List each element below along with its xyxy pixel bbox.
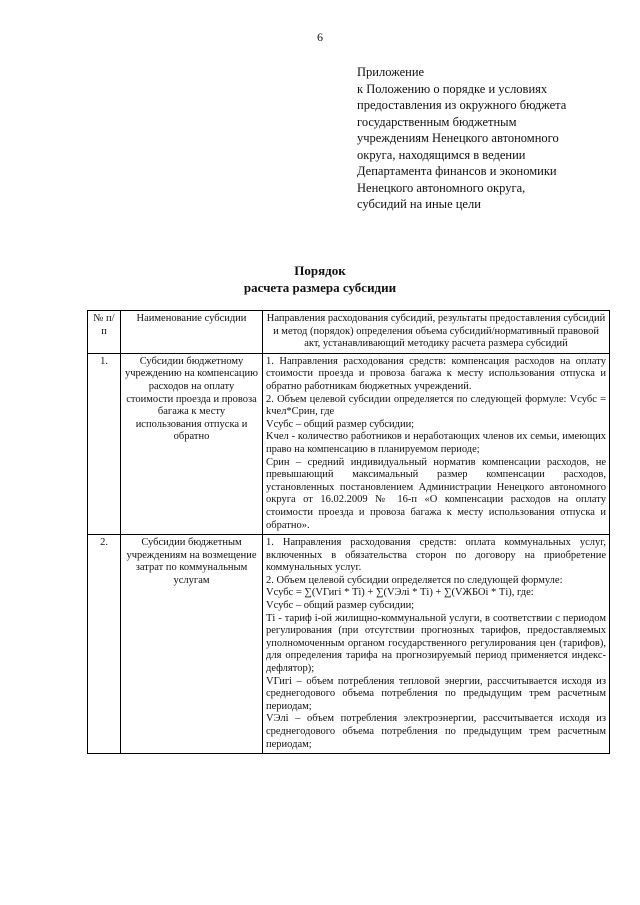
description-paragraph: Тi - тариф i-ой жилищно-коммунальной услуги, в соответствии с периодом регулирования (при отсутствии прогнозных тарифов, предоставляемых уполномоченным органом государственного регулирования цен (тарифов), для определения тарифа на прогнозируемый период применяется индекс-дефлятор);	[266, 612, 606, 675]
description-paragraph: VЭлi – объем потребления электроэнергии, рассчитывается исходя из среднегодового объема потребления по предыдущим трем расчетным периодам;	[266, 713, 606, 750]
header-subsidy-name: Наименование субсидии	[121, 311, 263, 354]
header-directions: Направления расходования субсидий, результаты предоставления субсидий и метод (порядок) определения объема субсидий/нормативный правовой акт, устанавливающий методику расчета размера субсидий	[263, 311, 610, 354]
appendix-line: предоставления из окружного бюджета	[357, 98, 567, 112]
description-paragraph: 1. Направления расходования средств: компенсация расходов на оплату стоимости проезда и провоза багажа к месту использования отпуска и обратно работникам бюджетных учреждений.	[266, 355, 606, 392]
row-number: 2.	[88, 535, 121, 754]
formula-line: Vсубс = ∑(VГигi * Тi) + ∑(VЭлi * Тi) + ∑(VЖБОi * Тi), где:	[266, 587, 534, 599]
table-row	[88, 535, 610, 754]
description-paragraph: VГигi – объем потребления тепловой энергии, рассчитывается исходя из среднегодового объема потребления по предыдущим трем расчетным периодам;	[266, 675, 606, 712]
appendix-line: Ненецкого автономного округа,	[357, 180, 526, 195]
subsidy-name: Субсидии бюджетному учреждению на компенсацию расходов на оплату стоимости проезда и провоза багажа к месту использования отпуска и обратно	[121, 353, 263, 534]
header-number: № п/п	[88, 311, 121, 354]
description-paragraph: 2. Объем целевой субсидии определяется по следующей формуле: Vсубс = kчел*Срин, где	[266, 393, 606, 418]
description-paragraph: Срин – средний индивидуальный норматив компенсации расходов, не превышающий максимальный размер компенсации расходов, установленных постановлением Администрации Ненецкого автономного округа от 16.02.2009 № 16-п «О компенсации расходов на оплату стоимости проезда и провоза багажа к месту использования отпуска и обратно».	[266, 456, 606, 531]
document-title	[0, 262, 640, 296]
appendix-line: учреждениям Ненецкого автономного	[357, 131, 559, 145]
appendix-line: округа, находящимся в ведении	[357, 147, 526, 162]
subsidy-calculation-table	[87, 310, 610, 754]
description-paragraph: 1. Направления расходования средств: оплата коммунальных услуг, включенных в обязательства сторон по договору на приобретение коммунальных услуг.	[266, 537, 606, 574]
description-paragraph: Kчел - количество работников и неработающих членов их семьи, имеющих право на компенсацию в планируемом периоде;	[266, 431, 606, 455]
row-number: 1.	[88, 353, 121, 534]
subsidy-description	[263, 353, 610, 534]
title-line-2: расчета размера субсидии	[243, 280, 397, 295]
table-header-row	[88, 311, 610, 354]
appendix-line: субсидий на иные цели	[357, 197, 481, 211]
table-row	[88, 353, 610, 534]
appendix-line: Департамента финансов и экономики	[357, 164, 557, 178]
subsidy-name: Субсидии бюджетным учреждениям на возмещение затрат по коммунальным услугам	[121, 535, 263, 754]
appendix-line: Приложение	[357, 65, 425, 79]
title-line-1: Порядок	[294, 263, 346, 278]
description-paragraph: Vсубс – общий размер субсидии;	[266, 600, 415, 612]
page-number: 6	[317, 30, 323, 44]
appendix-line: государственным бюджетным	[357, 114, 517, 129]
subsidy-description	[263, 535, 610, 754]
description-paragraph: 2. Объем целевой субсидии определяется по следующей формуле:	[266, 574, 563, 586]
appendix-line: к Положению о порядке и условиях	[357, 81, 548, 96]
description-paragraph: Vсубс – общий размер субсидии;	[266, 418, 415, 430]
appendix-block	[357, 64, 607, 213]
